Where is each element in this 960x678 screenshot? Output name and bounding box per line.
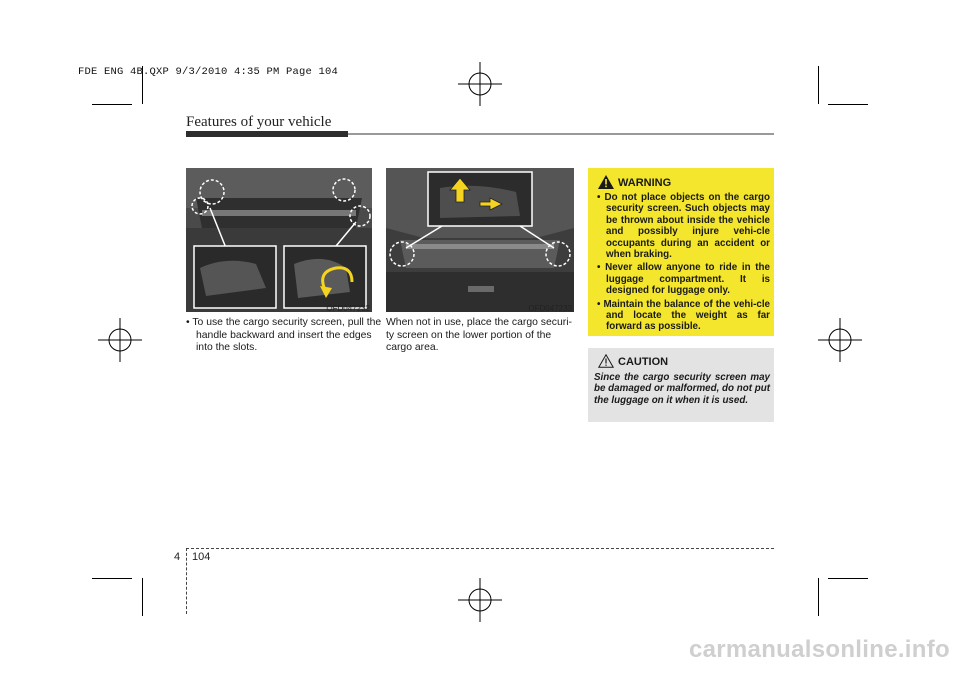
warning-triangle-icon <box>598 175 614 189</box>
page-number: 104 <box>192 551 211 563</box>
crop-mark <box>818 578 819 616</box>
caution-title: CAUTION <box>618 356 669 368</box>
cargo-screen-photo-1 <box>186 168 372 312</box>
warning-title: WARNING <box>618 177 672 189</box>
registration-crosshair-icon <box>458 62 502 106</box>
cargo-screen-photo-2 <box>386 168 574 312</box>
caution-triangle-icon <box>598 354 614 368</box>
list-item: • Never allow anyone to ride in the luggage compartment. It is designed for luggage only. <box>597 262 770 297</box>
crop-mark <box>92 578 132 579</box>
registration-crosshair-icon <box>98 318 142 362</box>
header-rule-accent <box>186 131 348 137</box>
warning-box <box>588 168 774 336</box>
caution-box <box>588 348 774 422</box>
crop-mark <box>142 578 143 616</box>
instruction-text-2: When not in use, place the cargo securi-ty screen on the lower portion of the cargo area. <box>386 317 572 354</box>
crop-mark <box>818 66 819 104</box>
figure-code: OFD047233 <box>528 304 572 313</box>
list-item: • Do not place objects on the cargo security screen. Such objects may be thrown about inside the vehicle and possibly injure vehi-cle occupants during an accident or when braking. <box>597 192 770 261</box>
section-title: Features of your vehicle <box>186 114 332 130</box>
registration-crosshair-icon <box>458 578 502 622</box>
instruction-text-1: • To use the cargo security screen, pull the handle backward and insert the edges into the slots. <box>186 317 382 354</box>
footer-divider <box>186 548 187 614</box>
watermark: carmanualsonline.info <box>688 636 950 663</box>
caution-text: Since the cargo security screen may be damaged or malformed, do not put the luggage on it when it is used. <box>594 372 770 406</box>
footer-rule <box>186 548 774 549</box>
figure-code: OFD047232 <box>326 304 370 313</box>
crop-mark <box>92 104 132 105</box>
crop-mark <box>828 104 868 105</box>
chapter-number: 4 <box>174 551 181 563</box>
crop-mark <box>828 578 868 579</box>
warning-list <box>594 192 770 335</box>
file-header: FDE ENG 4B.QXP 9/3/2010 4:35 PM Page 104 <box>78 66 339 78</box>
registration-crosshair-icon <box>818 318 862 362</box>
list-item: • Maintain the balance of the vehi-cle and locate the weight as far forward as possible. <box>597 298 770 333</box>
